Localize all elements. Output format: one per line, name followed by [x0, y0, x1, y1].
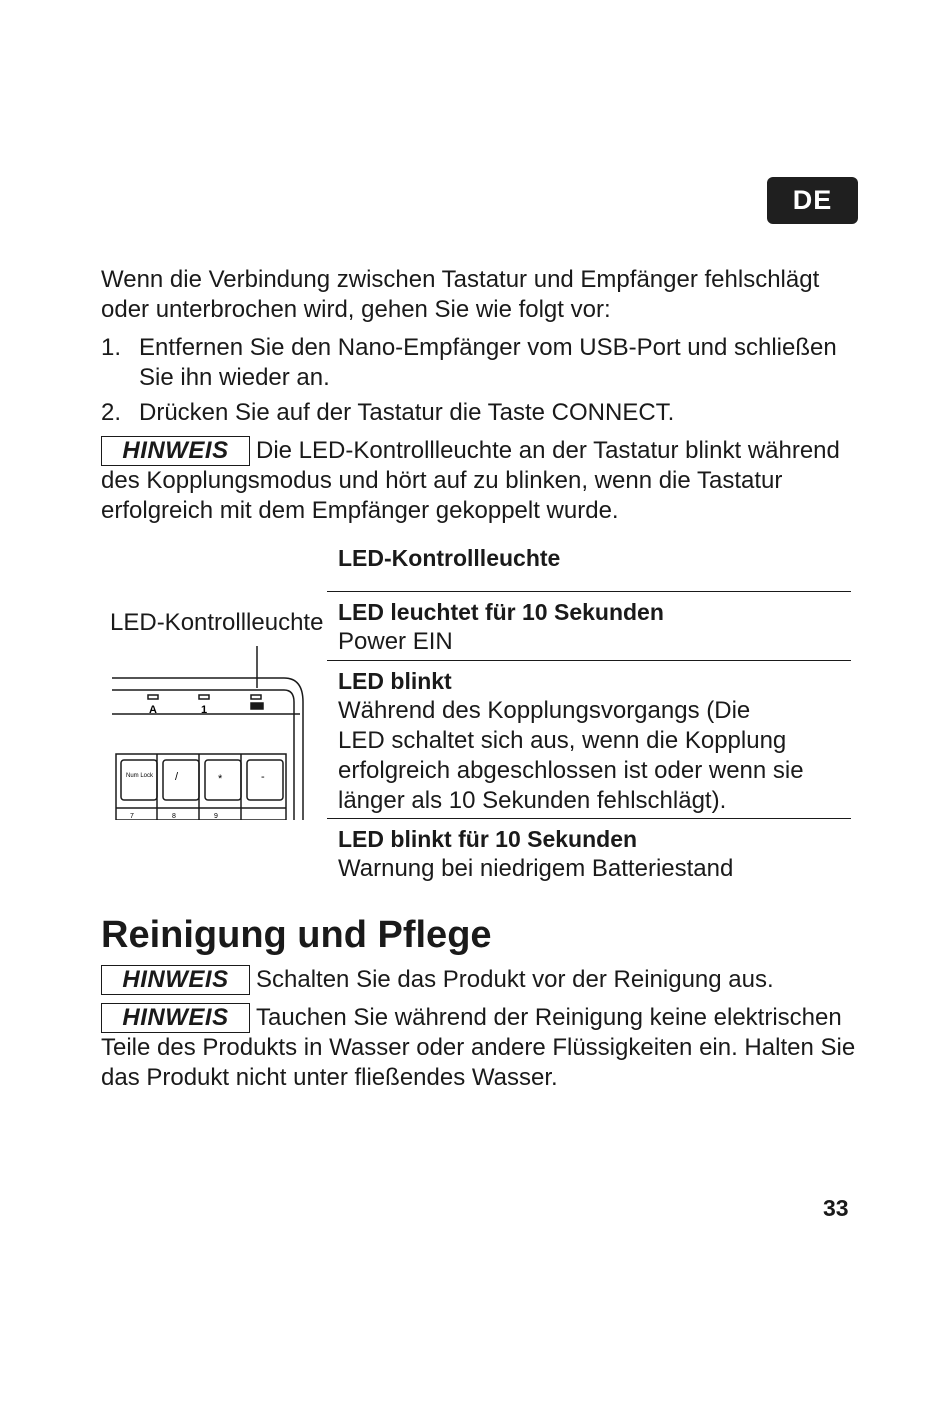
- led-indicator-a: [148, 695, 158, 699]
- key-label-7: 7: [130, 813, 134, 820]
- key-asterisk: [205, 760, 241, 800]
- note-3-text: Tauchen Sie während der Reinigung keine elektrischen: [256, 1004, 842, 1031]
- key-label-8: 8: [172, 813, 176, 820]
- led-label-1: 1: [200, 704, 208, 716]
- page-number: 33: [823, 1195, 849, 1221]
- led-indicator-battery: [251, 695, 261, 699]
- note-1: [101, 436, 840, 466]
- key-label-asterisk: *: [218, 773, 223, 785]
- keyboard-illustration: [108, 640, 318, 820]
- note-3: [101, 1003, 842, 1033]
- section-heading: Reinigung und Pflege: [101, 914, 492, 956]
- led-row-3-desc: Warnung bei niedrigem Batteriestand: [338, 855, 734, 882]
- led-table-header: LED-Kontrollleuchte: [338, 545, 561, 571]
- illustration-caption: LED-Kontrollleuchte: [110, 609, 324, 636]
- step-2: [101, 398, 674, 428]
- key-label-slash: /: [175, 771, 179, 783]
- key-label-minus: -: [261, 771, 265, 783]
- led-label-a: A: [149, 704, 157, 716]
- hinweis-label: HINWEIS: [101, 965, 250, 995]
- intro-line-1: Wenn die Verbindung zwischen Tastatur und Empfänger fehlschlägt: [101, 266, 820, 293]
- table-divider: [327, 591, 851, 592]
- led-row-1-desc: Power EIN: [338, 628, 453, 655]
- step-number: 1.: [101, 334, 122, 361]
- step-number: 2.: [101, 399, 122, 426]
- step-1-continued: Sie ihn wieder an.: [139, 364, 330, 391]
- step-1: [101, 333, 837, 363]
- battery-icon: [251, 703, 263, 709]
- note-1-line-3: erfolgreich mit dem Empfänger gekoppelt wurde.: [101, 497, 619, 524]
- table-divider: [327, 818, 851, 819]
- note-2-text: Schalten Sie das Produkt vor der Reinigung aus.: [256, 966, 774, 993]
- note-3-line-3: das Produkt nicht unter fließendes Wasser.: [101, 1064, 558, 1091]
- step-text: Drücken Sie auf der Tastatur die Taste CONNECT.: [139, 399, 675, 426]
- key-label-9: 9: [214, 813, 218, 820]
- led-row-2-desc-4: länger als 10 Sekunden fehlschlägt).: [338, 787, 727, 814]
- table-divider: [327, 660, 851, 661]
- language-tab: DE: [767, 177, 858, 224]
- led-row-2-desc-1: Während des Kopplungsvorgangs (Die: [338, 697, 751, 724]
- led-row-3-title: LED blinkt für 10 Sekunden: [338, 826, 638, 852]
- led-row-1-title: LED leuchtet für 10 Sekunden: [338, 599, 664, 625]
- keypad-frame: [116, 754, 286, 820]
- key-num-lock: [121, 760, 157, 800]
- note-1-line-2: des Kopplungsmodus und hört auf zu blinken, wenn die Tastatur: [101, 467, 783, 494]
- step-text: Entfernen Sie den Nano-Empfänger vom USB-Port und schließen: [139, 334, 837, 361]
- led-row-2-title: LED blinkt: [338, 668, 452, 694]
- key-label-num-lock: Num Lock: [126, 773, 154, 779]
- hinweis-label: HINWEIS: [101, 1003, 250, 1033]
- led-row-2-desc-2: LED schaltet sich aus, wenn die Kopplung: [338, 727, 787, 754]
- led-row-2-desc-3: erfolgreich abgeschlossen ist oder wenn sie: [338, 757, 804, 784]
- key-slash: [163, 760, 199, 800]
- hinweis-label: HINWEIS: [101, 436, 250, 466]
- key-minus: [247, 760, 283, 800]
- led-indicator-1: [199, 695, 209, 699]
- intro-line-2: oder unterbrochen wird, gehen Sie wie folgt vor:: [101, 296, 611, 323]
- note-2: [101, 965, 774, 995]
- note-1-text: Die LED-Kontrollleuchte an der Tastatur blinkt während: [256, 437, 840, 464]
- note-3-line-2: Teile des Produkts in Wasser oder andere Flüssigkeiten ein. Halten Sie: [101, 1034, 856, 1061]
